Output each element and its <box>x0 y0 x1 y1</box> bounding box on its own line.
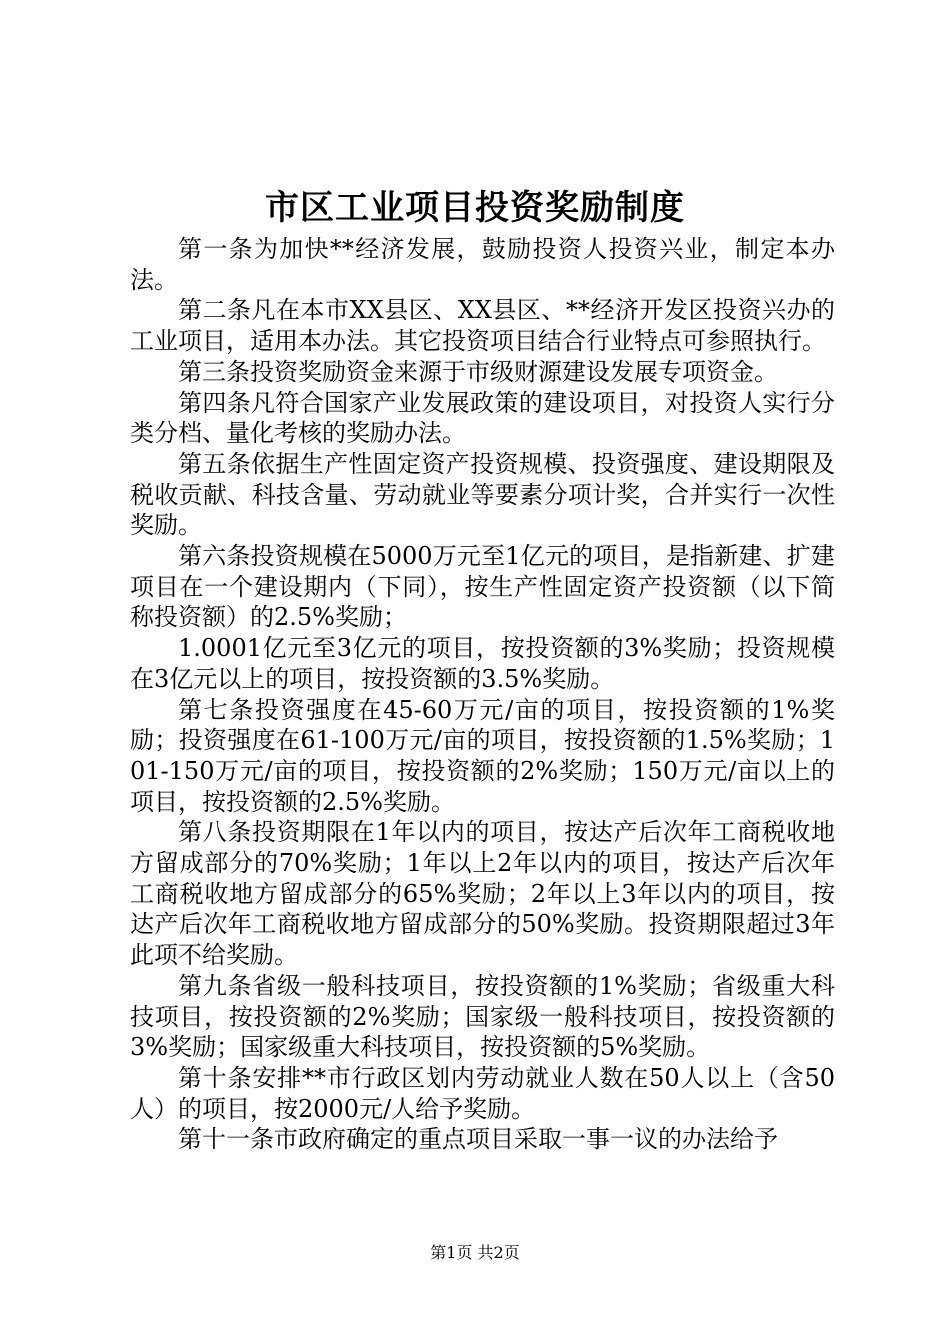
article-1: 第一条为加快**经济发展，鼓励投资人投资兴业，制定本办法。 <box>130 235 835 294</box>
article-10: 第十条安排**市行政区划内劳动就业人数在50人以上（含50人）的项目，按2000元/人给予奖励。 <box>130 1063 835 1123</box>
page-number-footer: 第1页 共2页 <box>430 1243 520 1262</box>
article-3: 第三条投资奖励资金来源于市级财源建设发展专项资金。 <box>178 357 778 386</box>
article-4: 第四条凡符合国家产业发展政策的建设项目，对投资人实行分类分档、量化考核的奖励办法。 <box>130 388 835 448</box>
article-2: 第二条凡在本市XX县区、XX县区、**经济开发区投资兴办的工业项目，适用本办法。其它投资项目结合行业特点可参照执行。 <box>130 296 835 356</box>
article-7: 第七条投资强度在45-60万元/亩的项目，按投资额的1%奖励；投资强度在61-100万元/亩的项目，按投资额的1.5%奖励；101-150万元/亩的项目，按投资额的2%奖励；150万元/亩以上的项目，按投资额的2.5%奖励。 <box>130 695 835 816</box>
document-title: 市区工业项目投资奖励制度 <box>265 188 685 228</box>
article-9: 第九条省级一般科技项目，按投资额的1%奖励；省级重大科技项目，按投资额的2%奖励；国家级一般科技项目，按投资额的3%奖励；国家级重大科技项目，按投资额的5%奖励。 <box>130 971 835 1062</box>
article-6-continuation: 1.0001亿元至3亿元的项目，按投资额的3%奖励；投资规模在3亿元以上的项目，按投资额的3.5%奖励。 <box>130 634 835 693</box>
document-body <box>130 234 835 1155</box>
article-6: 第六条投资规模在5000万元至1亿元的项目，是指新建、扩建项目在一个建设期内（下同），按生产性固定资产投资额（以下简称投资额）的2.5%奖励； <box>130 542 835 632</box>
article-5: 第五条依据生产性固定资产投资规模、投资强度、建设期限及税收贡献、科技含量、劳动就业等要素分项计奖，合并实行一次性奖励。 <box>130 449 835 540</box>
article-11: 第十一条市政府确定的重点项目采取一事一议的办法给予 <box>178 1125 778 1154</box>
article-8: 第八条投资期限在1年以内的项目，按达产后次年工商税收地方留成部分的70%奖励；1年以上2年以内的项目，按达产后次年工商税收地方留成部分的65%奖励；2年以上3年以内的项目，按达产后次年工商税收地方留成部分的50%奖励。投资期限超过3年此项不给奖励。 <box>130 818 835 970</box>
